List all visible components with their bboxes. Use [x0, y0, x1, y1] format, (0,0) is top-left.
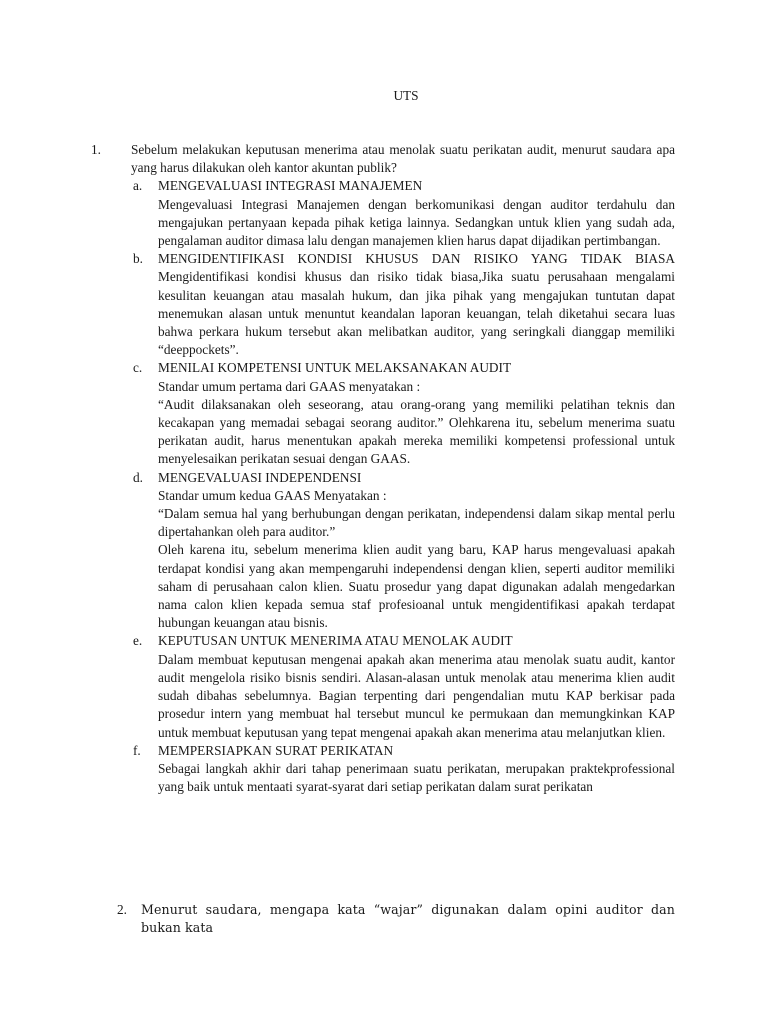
- answer-item-b: [133, 250, 675, 359]
- item-heading: MENGEVALUASI INDEPENDENSI: [158, 469, 362, 485]
- question-number: 2.: [117, 902, 127, 917]
- item-heading: KEPUTUSAN UNTUK MENERIMA ATAU MENOLAK AUDIT: [158, 633, 513, 649]
- answer-item-c: [133, 359, 675, 468]
- item-letter: d.: [133, 469, 143, 485]
- question-text: Sebelum melakukan keputusan menerima atau menolak suatu perikatan audit, menurut saudara apa yang harus dilakukan oleh kantor akuntan publik?: [131, 142, 675, 176]
- item-letter: c.: [133, 360, 143, 376]
- question-2: [117, 901, 675, 937]
- item-letter: a.: [133, 178, 143, 194]
- item-paragraph: Mengevaluasi Integrasi Manajemen dengan berkomunikasi dengan auditor terdahulu dan mengajukan pertanyaan kepada pihak ketiga lainnya. Sedangkan untuk klien yang sudah ada, pengalaman auditor dimasa lalu dengan manajemen klien harus dapat dijadikan pertimbangan.: [158, 196, 675, 249]
- item-heading: MENILAI KOMPETENSI UNTUK MELAKSANAKAN AUDIT: [158, 360, 512, 376]
- page-title: UTS: [393, 88, 419, 103]
- answer-item-d: [133, 469, 675, 633]
- question-text: Menurut saudara, mengapa kata “wajar” digunakan dalam opini auditor dan bukan kata: [141, 902, 675, 936]
- question-number: 1.: [91, 142, 101, 157]
- item-paragraph: Oleh karena itu, sebelum menerima klien audit yang baru, KAP harus mengevaluasi apakah terdapat kondisi yang akan mempengaruhi independensi dengan klien, seperti auditor memiliki saham di perusahaan calon klien. Suatu prosedur yang dapat digunakan adalah mengedarkan nama calon klien kepada semua staf profesioanal untuk mengidentifikasi apakah terdapat hubungan keuangan atau bisnis.: [158, 542, 675, 631]
- item-letter: f.: [133, 742, 141, 758]
- answer-item-a: [133, 177, 675, 250]
- item-paragraph: Standar umum kedua GAAS Menyatakan :: [158, 487, 387, 503]
- item-heading: MEMPERSIAPKAN SURAT PERIKATAN: [158, 742, 394, 758]
- item-paragraph: Sebagai langkah akhir dari tahap penerimaan suatu perikatan, merupakan praktekprofessional yang baik untuk mentaati syarat-syarat dari setiap perikatan dalam surat perikatan: [158, 760, 675, 795]
- item-letter: b.: [133, 251, 143, 267]
- item-paragraph: Dalam membuat keputusan mengenai apakah akan menerima atau menolak suatu audit, kantor audit mengelola risiko bisnis sendiri. Alasan-alasan untuk menolak atau menerima klien audit sudah dibahas sebelumnya. Bagian terpenting dari pengendalian mutu KAP berkisar pada prosedur intern yang membuat hal tersebut muncul ke permukaan dan memungkinkan KAP untuk membuat keputusan yang tepat mengenai apakah akan menerima atau melanjutkan klien.: [158, 651, 675, 740]
- item-heading: MENGIDENTIFIKASI KONDISI KHUSUS DAN RISIKO YANG TIDAK BIASA Mengidentifikasi kondisi khusus dan risiko tidak biasa,Jika suatu perusahaan mengalami kesulitan keuangan atau masalah hukum, dan jika pihak yang mengajukan tuntutan dapat menemukan alasan untuk menuntut keandalan laporan keuangan, telah diketahui secara luas bahwa perkara hukum tersebut akan melibatkan auditor, yang seringkali dianggap memiliki “deeppockets”.: [158, 251, 675, 358]
- item-paragraph: “Audit dilaksanakan oleh seseorang, atau orang-orang yang memiliki pelatihan teknis dan kecakapan yang memadai sebagai seorang auditor.” Olehkarena itu, sebelum menerima suatu perikatan audit, harus menentukan apakah mereka memiliki kompetensi professional untuk menyelesaikan perikatan sesuai dengan GAAS.: [158, 396, 675, 467]
- item-paragraph: “Dalam semua hal yang berhubungan dengan perikatan, independensi dalam sikap mental perlu dipertahankan oleh para auditor.”: [158, 506, 675, 540]
- answer-item-f: [133, 742, 675, 797]
- item-paragraph: Standar umum pertama dari GAAS menyatakan :: [158, 378, 421, 394]
- question-1: [91, 141, 675, 796]
- item-letter: e.: [133, 633, 143, 649]
- item-heading: MENGEVALUASI INTEGRASI MANAJEMEN: [158, 178, 423, 194]
- answer-item-e: [133, 632, 675, 741]
